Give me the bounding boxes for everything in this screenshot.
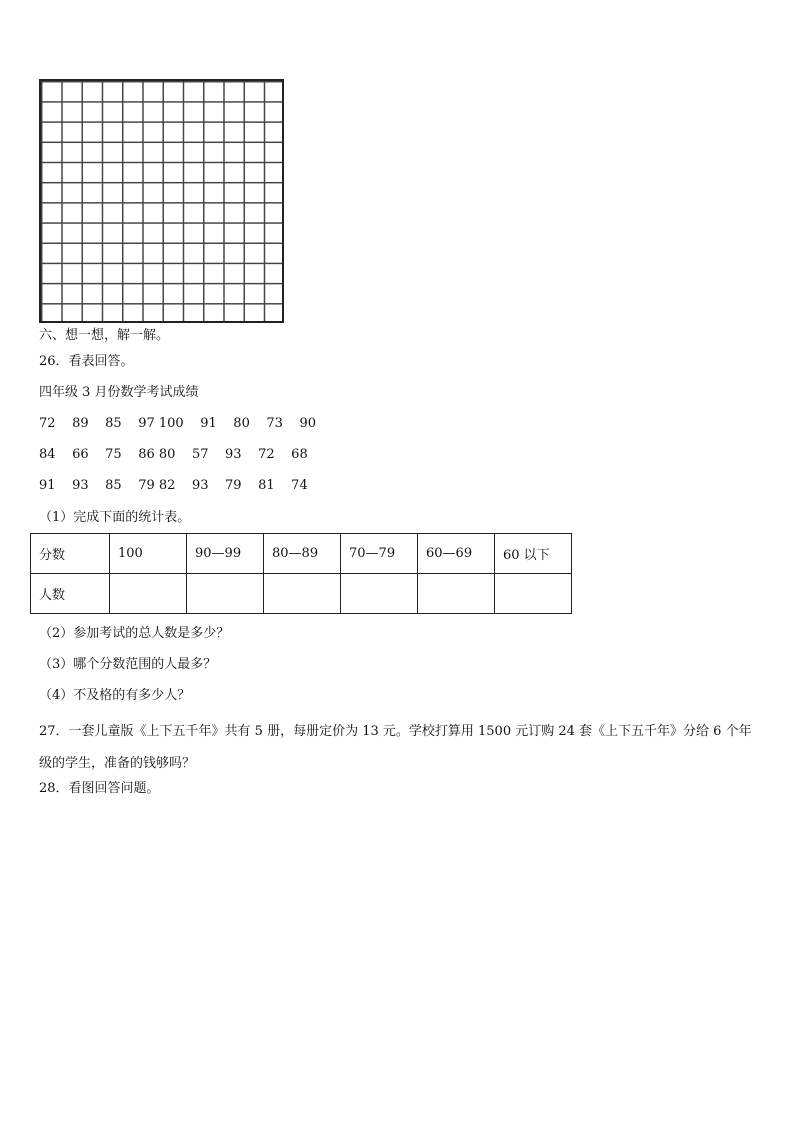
table-row-label: 人数 (31, 574, 110, 614)
question-26-part-4: （4）不及格的有多少人？ (39, 688, 191, 703)
answer-cell[interactable] (264, 574, 341, 614)
table-header-cell: 70—79 (341, 534, 418, 574)
score-row-1: 72 89 85 97 100 91 80 73 90 (39, 416, 316, 431)
table-header-cell: 60 以下 (495, 534, 572, 574)
table-header-cell: 90—99 (187, 534, 264, 574)
answer-cell[interactable] (110, 574, 187, 614)
table-header-cell: 80—89 (264, 534, 341, 574)
table-header-cell: 60—69 (418, 534, 495, 574)
score-list-title: 四年级 3 月份数学考试成绩 (39, 385, 199, 400)
score-row-2: 84 66 75 86 80 57 93 72 68 (39, 447, 308, 462)
answer-cell[interactable] (495, 574, 572, 614)
square-grid-figure (39, 79, 284, 323)
question-26-title: 26．看表回答。 (39, 354, 134, 369)
answer-cell[interactable] (187, 574, 264, 614)
question-26-part-3: （3）哪个分数范围的人最多？ (39, 657, 217, 672)
answer-cell[interactable] (418, 574, 495, 614)
score-row-3: 91 93 85 79 82 93 79 81 74 (39, 478, 308, 493)
answer-cell[interactable] (341, 574, 418, 614)
statistics-table (30, 533, 572, 614)
table-header-cell: 100 (110, 534, 187, 574)
question-28-title: 28．看图回答问题。 (39, 781, 160, 796)
question-26-part-2: （2）参加考试的总人数是多少？ (39, 626, 230, 641)
table-header-row (31, 534, 572, 574)
table-header-cell: 分数 (31, 534, 110, 574)
question-27-text: 27．一套儿童版《上下五千年》共有 5 册，每册定价为 13 元。学校打算用 1500 元订购 24 套《上下五千年》分给 6 个年级的学生，准备的钱够吗？ (39, 724, 752, 771)
section-title: 六、想一想，解一解。 (39, 328, 170, 343)
question-26-part-1: （1）完成下面的统计表。 (39, 510, 191, 525)
table-row (31, 574, 572, 614)
